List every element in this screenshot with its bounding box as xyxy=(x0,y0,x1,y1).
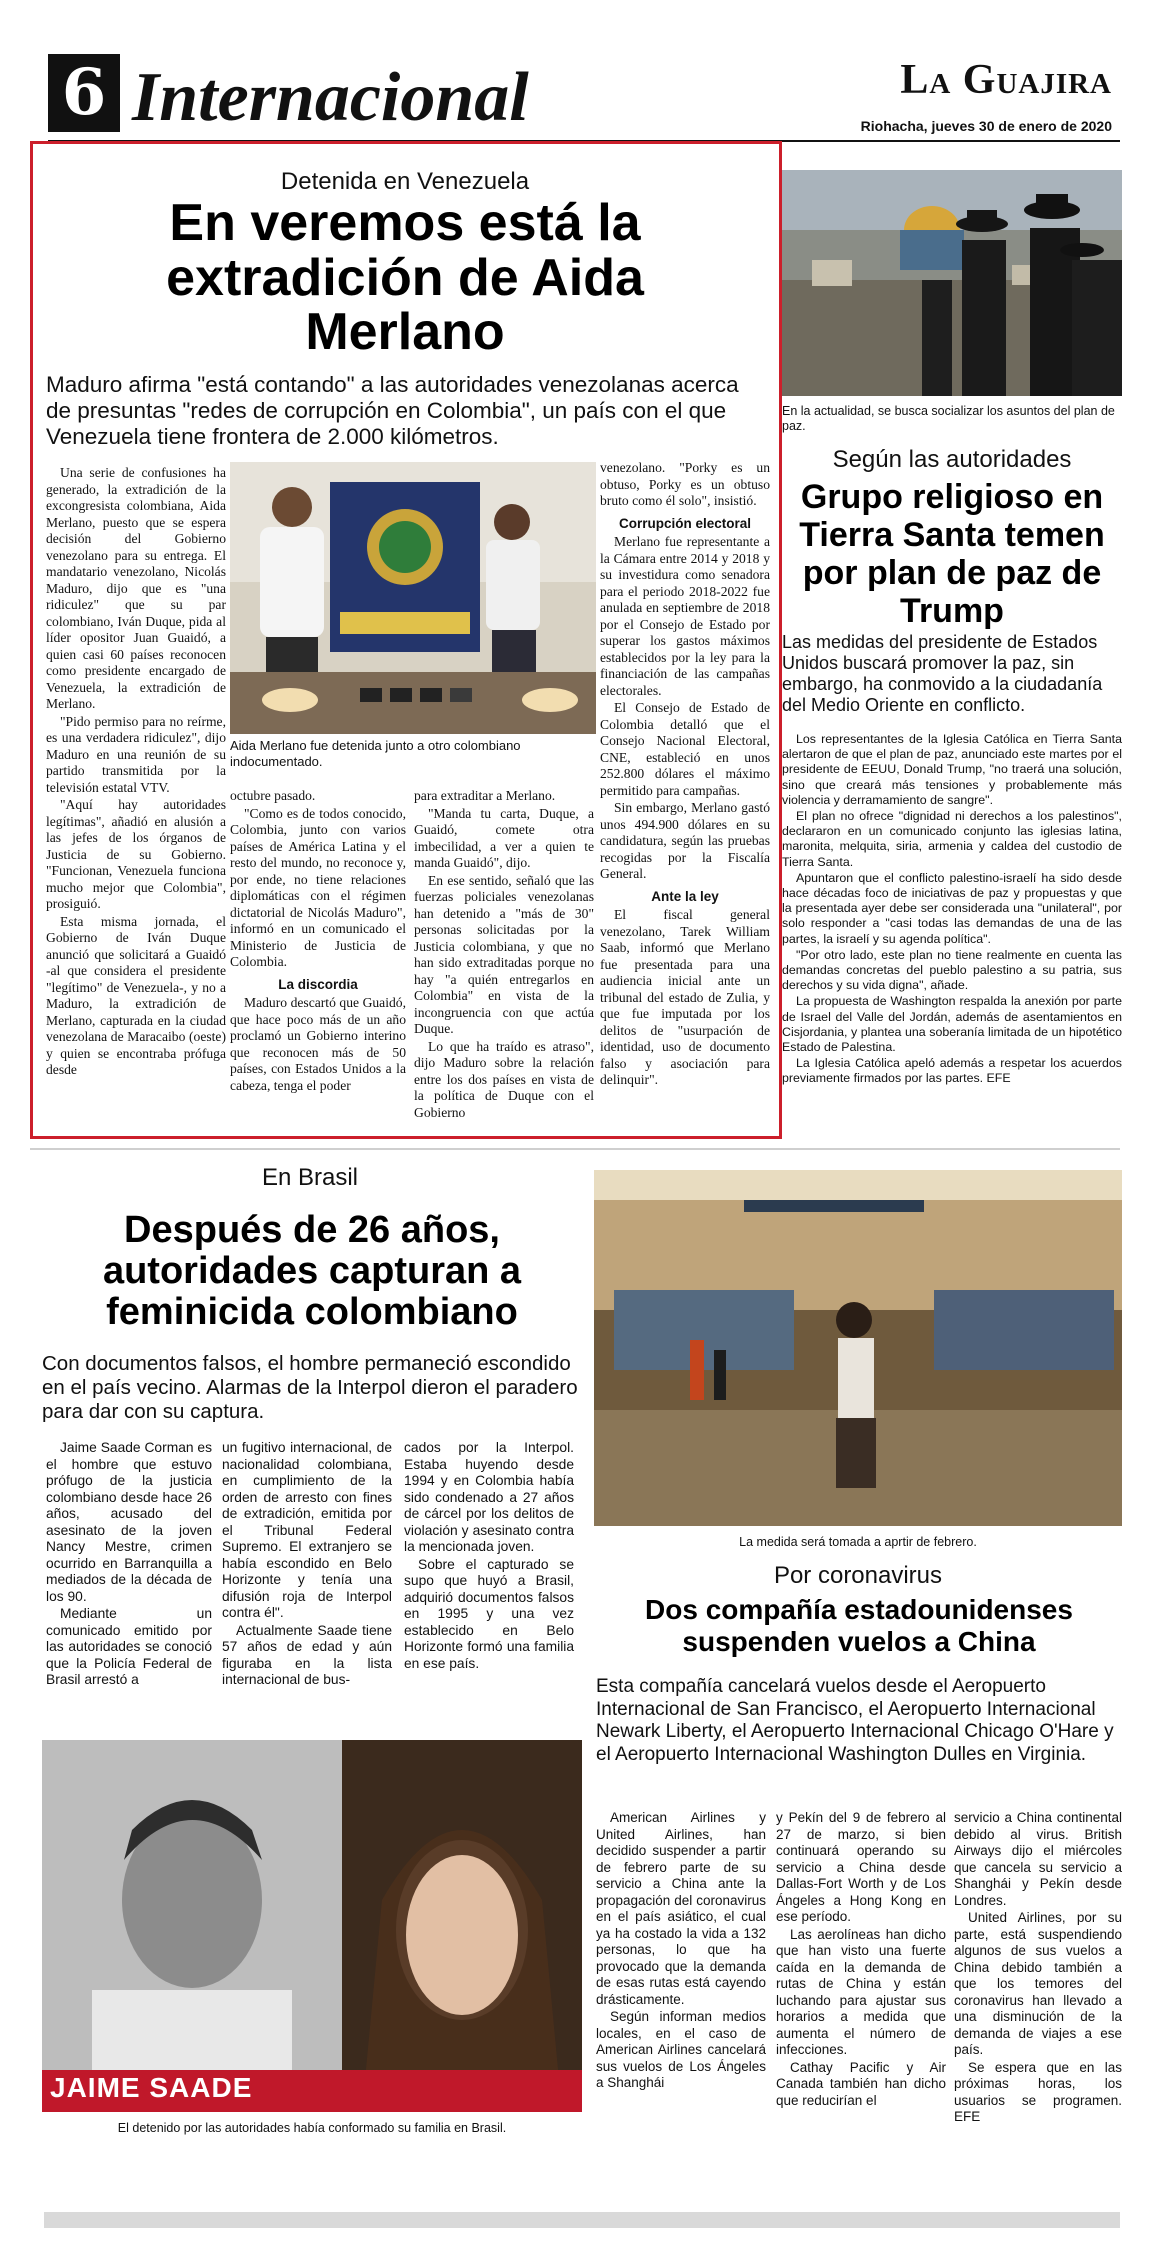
paragraph: Lo que ha traído es atraso", dijo Maduro sobre la relación entre los dos países en vista de la política de Duque con el Gobierno xyxy=(414,1038,594,1120)
paragraph: Maduro descartó que Guaidó, que hace poco más de un año proclamó un Gobierno interino que reconocen más de 50 países, con Estados Unidos a la cabeza, tenga el poder xyxy=(230,995,406,1093)
paragraph: Mediante un comunicado emitido por las autoridades se conoció que la Policía Federal de Brasil arrestó a xyxy=(46,1606,212,1687)
paragraph: Una serie de confusiones ha generado, la extradición de la excongresista colombiana, Aida Merlano, puesto que se espera decisión del Gobierno venezolano para su entrega. El mandatario venezolano, Nicolás Maduro, dijo que es "una ridiculez" que su par colombiano, Iván Duque, pida al líder opositor Juan Guaidó, a quien casi 60 países reconocen como presidente encargado de Venezuela, la extradición de Merlano. xyxy=(46,465,226,711)
paragraph: Según informan medios locales, en el caso de American Airlines cancelará sus vuelos de Los Ángeles a Shanghái xyxy=(596,2009,766,2090)
paragraph: venezolano. "Porky es un obtuso, Porky es un obtuso bruto como él solo", insistió. xyxy=(600,460,770,508)
paragraph: "Aquí hay autoridades legítimas", añadió en alusión a las jefes de los órganos de Justicia de su Gobierno. "Funcionan, Venezuela funciona mucho mejor que Colombia", prosiguió. xyxy=(46,797,226,911)
paragraph: Los representantes de la Iglesia Católica en Tierra Santa alertaron de que el plan de paz, anunciado este martes por el presidente de EEUU, Donald Trump, "no traerá una solución, sino que creará más tensiones y probablemente más violencia y derramamiento de sangre". xyxy=(782,732,1122,807)
photo-caption: La medida será tomada a aprtir de febrero. xyxy=(739,1535,977,1549)
story-column-2 xyxy=(222,1440,392,1690)
newspaper-name: La Guajira xyxy=(900,57,1112,103)
photo-caption: Aida Merlano fue detenida junto a otro colombiano indocumentado. xyxy=(230,738,521,769)
masthead xyxy=(40,50,1120,145)
story-kicker: Por coronavirus xyxy=(773,1562,943,1589)
subhead: Corrupción electoral xyxy=(618,515,752,531)
paragraph: para extraditar a Merlano. xyxy=(414,788,556,803)
arrest-scene-illustration xyxy=(230,462,596,734)
story-headline: Después de 26 años, autoridades capturan a feminicida colombiano xyxy=(102,1209,522,1333)
section-divider xyxy=(30,1148,1120,1150)
paragraph: El Consejo de Estado de Colombia detalló que el Consejo Nacional Electoral, CNE, estableció en unos 252.800 dólares el máximo permitido para campañas. xyxy=(600,700,770,798)
paragraph: En ese sentido, señaló que las fuerzas policiales venezolanas han detenido a "más de 30" personas solicitadas por la Justicia colombiana, y que no han sido extraditadas porque no hay "a quién entregarlos en Colombia" en vista de la incongruencia con que actúa Duque. xyxy=(414,872,594,1036)
page-footer-bar xyxy=(44,2212,1120,2228)
paragraph: servicio a China continental debido al virus. British Airways dijo el miércoles que cancela su servicio a Shanghái y Pekín desde Londres. xyxy=(954,1810,1122,1908)
paragraph: United Airlines, por su parte, está suspendiendo algunos de sus vuelos a China debido también a que los temores del coronavirus han llevado a una disminución de la demanda de viajes a ese país. xyxy=(954,1910,1122,2057)
story-column-1 xyxy=(46,1440,212,1690)
story-column-3 xyxy=(414,788,594,1122)
paragraph: "Por otro lado, este plan no tiene realmente en cuenta las demandas concretas del pueblo palestino a su patria, sus derechos y su vida digna", añade. xyxy=(782,947,1122,993)
photo-name-label: JAIME SAADE xyxy=(50,2072,253,2103)
paragraph: Sin embargo, Merlano gastó unos 494.900 dólares en su candidatura, según las pruebas recogidas por la Fiscalía General. xyxy=(600,800,770,881)
newspaper-logo xyxy=(900,56,1112,104)
paragraph: "Como es de todos conocido, Colombia, junto con varios países de América Latina y el resto del mundo, no reconoce y, por ende, no tiene relaciones diplomáticas con el régimen dictatorial de Nicolás Maduro", informó en un comunicado el Ministerio de Justicia de Colombia. xyxy=(230,805,406,969)
paragraph: "Manda tu carta, Duque, a Guaidó, comete otra imbecilidad, a ver a quien te manda Guaidó", dijo. xyxy=(414,805,594,870)
story-column-2 xyxy=(776,1810,946,2110)
paragraph: un fugitivo internacional, de nacionalidad colombiana, en cumplimiento de la orden de arresto con fines de extradición, emitida por el Tribunal Federal Supremo. El extranjero se había escondido en Belo Horizonte y tenía una difusión roja de Interpol contra él". xyxy=(222,1440,392,1620)
paragraph: Esta misma jornada, el Gobierno de Iván Duque anunció que solicitará a Guaidó -al que considera el presidente "legítimo" de Venezuela-, y no a Maduro, la extradición de Merlano, capturada en la ciudad venezolana de Maracaibo (oeste) y quien se encontraba prófuga desde xyxy=(46,913,226,1077)
subhead: Ante la ley xyxy=(651,888,719,904)
jerusalem-photo xyxy=(782,170,1122,396)
photo-caption: El detenido por las autoridades había conformado su familia en Brasil. xyxy=(117,2121,507,2135)
merlano-arrest-photo xyxy=(230,462,596,734)
paragraph: y Pekín del 9 de febrero al 27 de marzo, si bien continuará operando su servicio a China desde Dallas-Fort Worth y de Los Ángeles a Hong Kong en ese período. xyxy=(776,1810,946,1924)
photo-caption: En la actualidad, se busca socializar los asuntos del plan de paz. xyxy=(782,404,1115,433)
story-column-4 xyxy=(600,460,770,1090)
dateline: Riohacha, jueves 30 de enero de 2020 xyxy=(860,118,1112,134)
paragraph: Actualmente Saade tiene 57 años de edad y aún figuraba en la lista internacional de bus- xyxy=(222,1622,392,1687)
subhead: La discordia xyxy=(278,976,358,992)
story-kicker: Detenida en Venezuela xyxy=(280,168,530,195)
story-headline: Grupo religioso en Tierra Santa temen por plan de paz de Trump xyxy=(799,478,1105,630)
story-body xyxy=(782,732,1122,1088)
story-column-3 xyxy=(954,1810,1122,2127)
story-deck: Las medidas del presidente de Estados Unidos buscará promover la paz, sin embargo, ha conmovido a la ciudadanía del Medio Oriente en conflicto. xyxy=(782,632,1103,715)
story-headline: En veremos está la extradición de Aida Merlano xyxy=(166,194,644,362)
story-column-2 xyxy=(230,788,406,1095)
story-column-3 xyxy=(404,1440,574,1673)
paragraph: "Pido permiso para no reírme, es una verdadera ridiculez", dijo Maduro en una reunión de su partido transmitida por la televisión estatal VTV. xyxy=(46,713,226,795)
paragraph: Apuntaron que el conflicto palestino-israelí ha sido desde hace décadas foco de iniciativas de paz y propuestas y que la presentada ayer debe ser considerada una "unilateral", por solo responder a "casi todas las demandas de una de las partes, la israelí y su agenda política". xyxy=(782,870,1122,946)
story-deck: Con documentos falsos, el hombre permaneció escondido en el país vecino. Alarmas de la Interpol dieron el paradero para dar con su captura. xyxy=(42,1352,578,1423)
paragraph: American Airlines y United Airlines, han decidido suspender a partir de febrero parte de su servicio a China ante la propagación del coronavirus en el país asiático, el cual ya ha costado la vida a 132 personas, lo que ha provocado que la demanda de esas rutas está cayendo drásticamente. xyxy=(596,1810,766,2007)
story-column-1 xyxy=(46,465,226,1080)
airport-scene-illustration xyxy=(594,1170,1122,1526)
story-deck: Maduro afirma "está contando" a las autoridades venezolanas acerca de presuntas "redes de corrupción en Colombia", un país con el que Venezuela tiene frontera de 2.000 kilómetros. xyxy=(46,372,739,449)
paragraph: Merlano fue representante a la Cámara entre 2014 y 2018 y su investidura como senadora para el periodo 2018-2022 fue anulada en septiembre de 2018 por el Consejo de Estado por superar los gastos máximos establecidos por la ley para la financiación de las campañas electorales. xyxy=(600,534,770,698)
story-kicker: En Brasil xyxy=(261,1164,359,1191)
section-title: Internacional xyxy=(132,59,529,136)
paragraph: Las aerolíneas han dicho que han visto una fuerte caída en la demanda de rutas de China y están luchando para ajustar sus horarios a medida que aumenta el número de infecciones. xyxy=(776,1926,946,2057)
story-headline: Dos compañía estadounidenses suspenden vuelos a China xyxy=(645,1594,1073,1657)
paragraph: La Iglesia Católica apeló además a respetar los acuerdos previamente firmados por las partes. EFE xyxy=(782,1056,1122,1086)
portraits-illustration xyxy=(42,1740,582,2112)
jerusalem-scene-illustration xyxy=(782,170,1122,396)
paragraph: octubre pasado. xyxy=(230,788,316,803)
paragraph: cados por la Interpol. Estaba huyendo desde 1994 y en Colombia había sido condenado a 27 años de cárcel por los delitos de violación y asesinato contra la mencionada joven. xyxy=(404,1440,574,1554)
saade-photos xyxy=(42,1740,582,2112)
paragraph: Sobre el capturado se supo que huyó a Brasil, adquirió documentos falsos en 1995 y una vez establecido en Belo Horizonte formó una familia en ese país. xyxy=(404,1556,574,1671)
paragraph: El fiscal general venezolano, Tarek William Saab, informó que Merlano fue presentada para una audiencia inicial ante un tribunal del estado de Zulia, y que fue imputada por los delitos de "usurpación de identidad, uso de documento falso y asociación para delinquir". xyxy=(600,907,770,1087)
paragraph: El plan no ofrece "dignidad ni derechos a los palestinos", declararon en un comunicado conjunto las iglesias latina, maronita, melquita, siria, armenia y caldea del custodio de Tierra Santa. xyxy=(782,809,1122,869)
paragraph: Cathay Pacific y Air Canada también han dicho que reducirían el xyxy=(776,2059,946,2108)
story-kicker: Según las autoridades xyxy=(832,446,1072,473)
page-number: 6 xyxy=(48,54,120,132)
paragraph: La propuesta de Washington respalda la anexión por parte de Israel del Valle del Jordán, además de asentamientos en Cisjordania, y plantea una soberanía limitada de un hipotético Estado de Palestina. xyxy=(782,994,1122,1055)
airport-photo xyxy=(594,1170,1122,1526)
story-deck: Esta compañía cancelará vuelos desde el Aeropuerto Internacional de San Francisco, el Aeropuerto Internacional Newark Liberty, el Aeropuerto Internacional Chicago O'Hare y el Aeropuerto Internacional Washington Dulles en Virginia. xyxy=(596,1676,1114,1765)
paragraph: Jaime Saade Corman es el hombre que estuvo prófugo de la justicia colombiano desde hace 26 años, acusado del asesinato de la joven Nancy Mestre, crimen ocurrido en Barranquilla a mediados de la década de los 90. xyxy=(46,1440,212,1604)
story-column-1 xyxy=(596,1810,766,2093)
paragraph: Se espera que en las próximas horas, los usuarios se programen. EFE xyxy=(954,2059,1122,2124)
